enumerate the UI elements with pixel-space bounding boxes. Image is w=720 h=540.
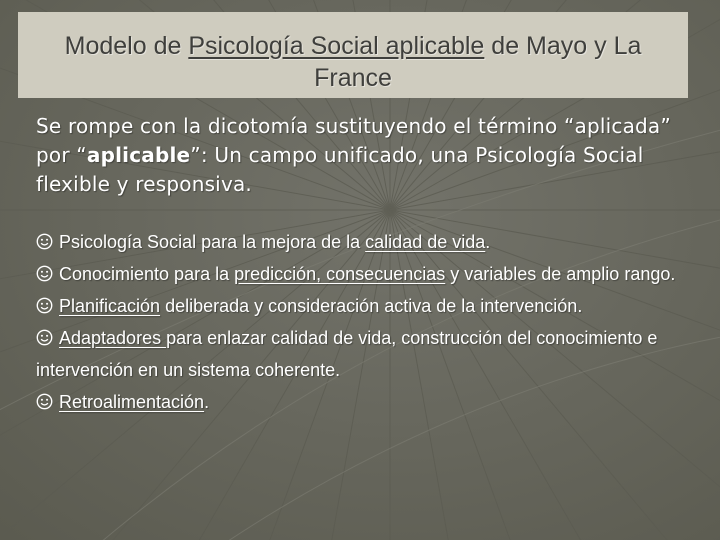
title-underlined: Psicología Social aplicable [188, 32, 485, 60]
bullet-item [36, 258, 684, 290]
intro-part2: ”: Un campo unificado, una Psicología Social flexible y responsiva. [36, 143, 644, 196]
intro-part1: Se rompe con la dicotomía sustituyendo el término “aplicada” por “ [36, 114, 671, 167]
bullet-item [36, 290, 684, 322]
smiley-icon [36, 297, 53, 314]
bullet-underlined: Retroalimentación [59, 392, 205, 412]
bullet-text-end: para enlazar calidad de vida, construcción del conocimiento e intervención en un sistema coherente. [36, 328, 658, 380]
bullet-text: Conocimiento para la [59, 264, 235, 284]
smiley-icon [36, 265, 53, 282]
bullet-text: Psicología Social para la mejora de la [59, 232, 366, 252]
intro-paragraph [36, 112, 696, 199]
smiley-icon [36, 393, 53, 410]
bullet-text-end: . [485, 232, 491, 252]
bullet-text-end: . [204, 392, 210, 412]
title-part1: Modelo de [64, 32, 189, 60]
bullet-text-end: deliberada y consideración activa de la intervención. [160, 296, 583, 316]
smiley-icon [36, 233, 53, 250]
bullet-underlined: Adaptadores [59, 328, 167, 348]
bullet-item [36, 226, 684, 258]
slide-title [18, 12, 688, 98]
bullet-text-end: y variables de amplio rango. [445, 264, 676, 284]
bullet-list [36, 226, 684, 418]
bullet-underlined: Planificación [59, 296, 161, 316]
intro-bold: aplicable [86, 143, 191, 167]
bullet-item [36, 322, 684, 386]
bullet-item [36, 386, 684, 418]
bullet-underlined: predicción, consecuencias [234, 264, 446, 284]
smiley-icon [36, 329, 53, 346]
bullet-underlined: calidad de vida [365, 232, 486, 252]
title-part3: de Mayo y La France [314, 32, 642, 92]
